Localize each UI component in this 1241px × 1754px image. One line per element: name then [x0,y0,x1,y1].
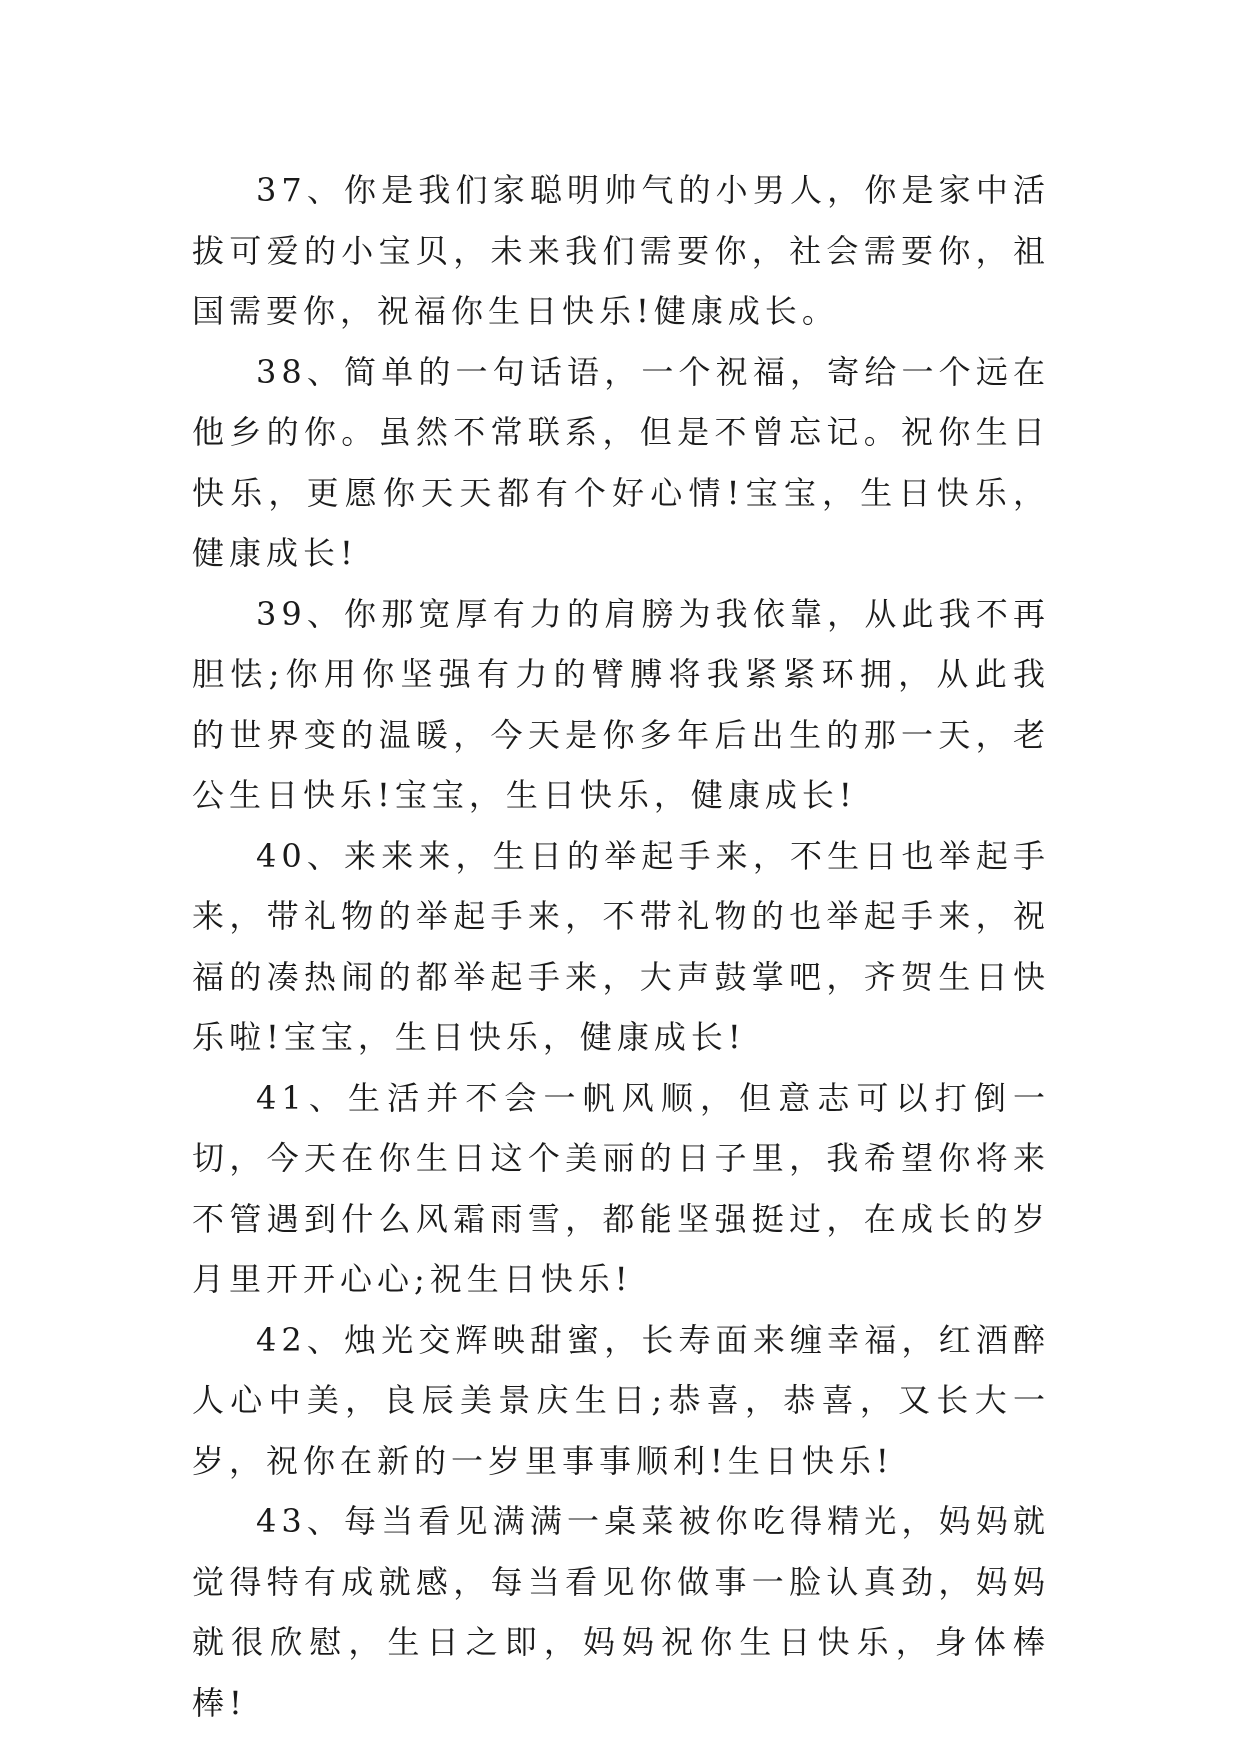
paragraph-43: 43、每当看见满满一桌菜被你吃得精光，妈妈就觉得特有成就感，每当看见你做事一脸认真劲，妈妈就很欣慰，生日之即，妈妈祝你生日快乐，身体棒棒! [192,1502,1050,1722]
paragraph-42: 42、烛光交辉映甜蜜，长寿面来缠幸福，红酒醉人心中美，良辰美景庆生日;恭喜，恭喜，又长大一岁，祝你在新的一岁里事事顺利!生日快乐! [192,1320,1050,1480]
document-body [192,160,1050,1733]
paragraph-41: 41、生活并不会一帆风顺，但意志可以打倒一切，今天在你生日这个美丽的日子里，我希望你将来不管遇到什么风霜雨雪，都能坚强挺过，在成长的岁月里开开心心;祝生日快乐! [192,1078,1050,1298]
paragraph-39: 39、你那宽厚有力的肩膀为我依靠，从此我不再胆怯;你用你坚强有力的臂膊将我紧紧环拥，从此我的世界变的温暖，今天是你多年后出生的那一天，老公生日快乐!宝宝，生日快乐，健康成长! [192,594,1050,814]
paragraph-38: 38、简单的一句话语，一个祝福，寄给一个远在他乡的你。虽然不常联系，但是不曾忘记。祝你生日快乐，更愿你天天都有个好心情!宝宝，生日快乐，健康成长! [192,352,1050,572]
paragraph-40: 40、来来来，生日的举起手来，不生日也举起手来，带礼物的举起手来，不带礼物的也举起手来，祝福的凑热闹的都举起手来，大声鼓掌吧，齐贺生日快乐啦!宝宝，生日快乐，健康成长! [192,836,1050,1056]
paragraph-37: 37、你是我们家聪明帅气的小男人，你是家中活拔可爱的小宝贝，未来我们需要你，社会需要你，祖国需要你，祝福你生日快乐!健康成长。 [192,171,1050,330]
